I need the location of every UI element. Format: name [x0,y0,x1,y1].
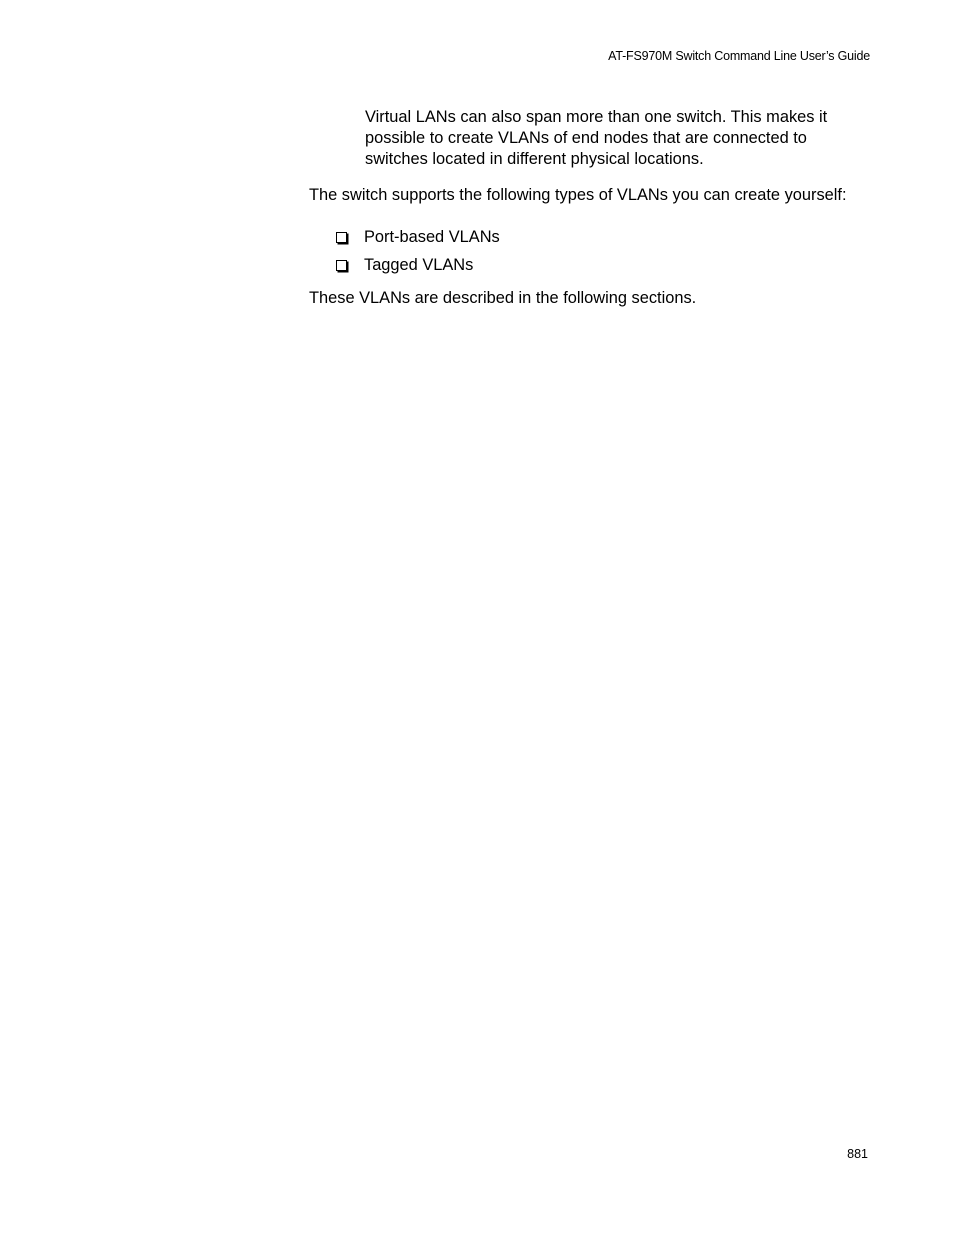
list-item-label: Port-based VLANs [364,227,500,246]
vlan-types-list [336,223,500,279]
indented-paragraph: Virtual LANs can also span more than one switch. This makes it possible to create VLANs of end nodes that are connected to switches located in different physical locations. [365,108,828,168]
list-item [336,223,500,251]
intro-paragraph: The switch supports the following types of VLANs you can create yourself: [309,186,847,204]
list-item-label: Tagged VLANs [364,255,474,274]
list-item [336,251,500,279]
page-number: 881 [847,1147,868,1161]
running-header: AT-FS970M Switch Command Line User’s Guide [608,49,870,63]
checkbox-bullet-icon [336,260,347,271]
closing-paragraph: These VLANs are described in the following sections. [309,289,697,307]
checkbox-bullet-icon [336,232,347,243]
